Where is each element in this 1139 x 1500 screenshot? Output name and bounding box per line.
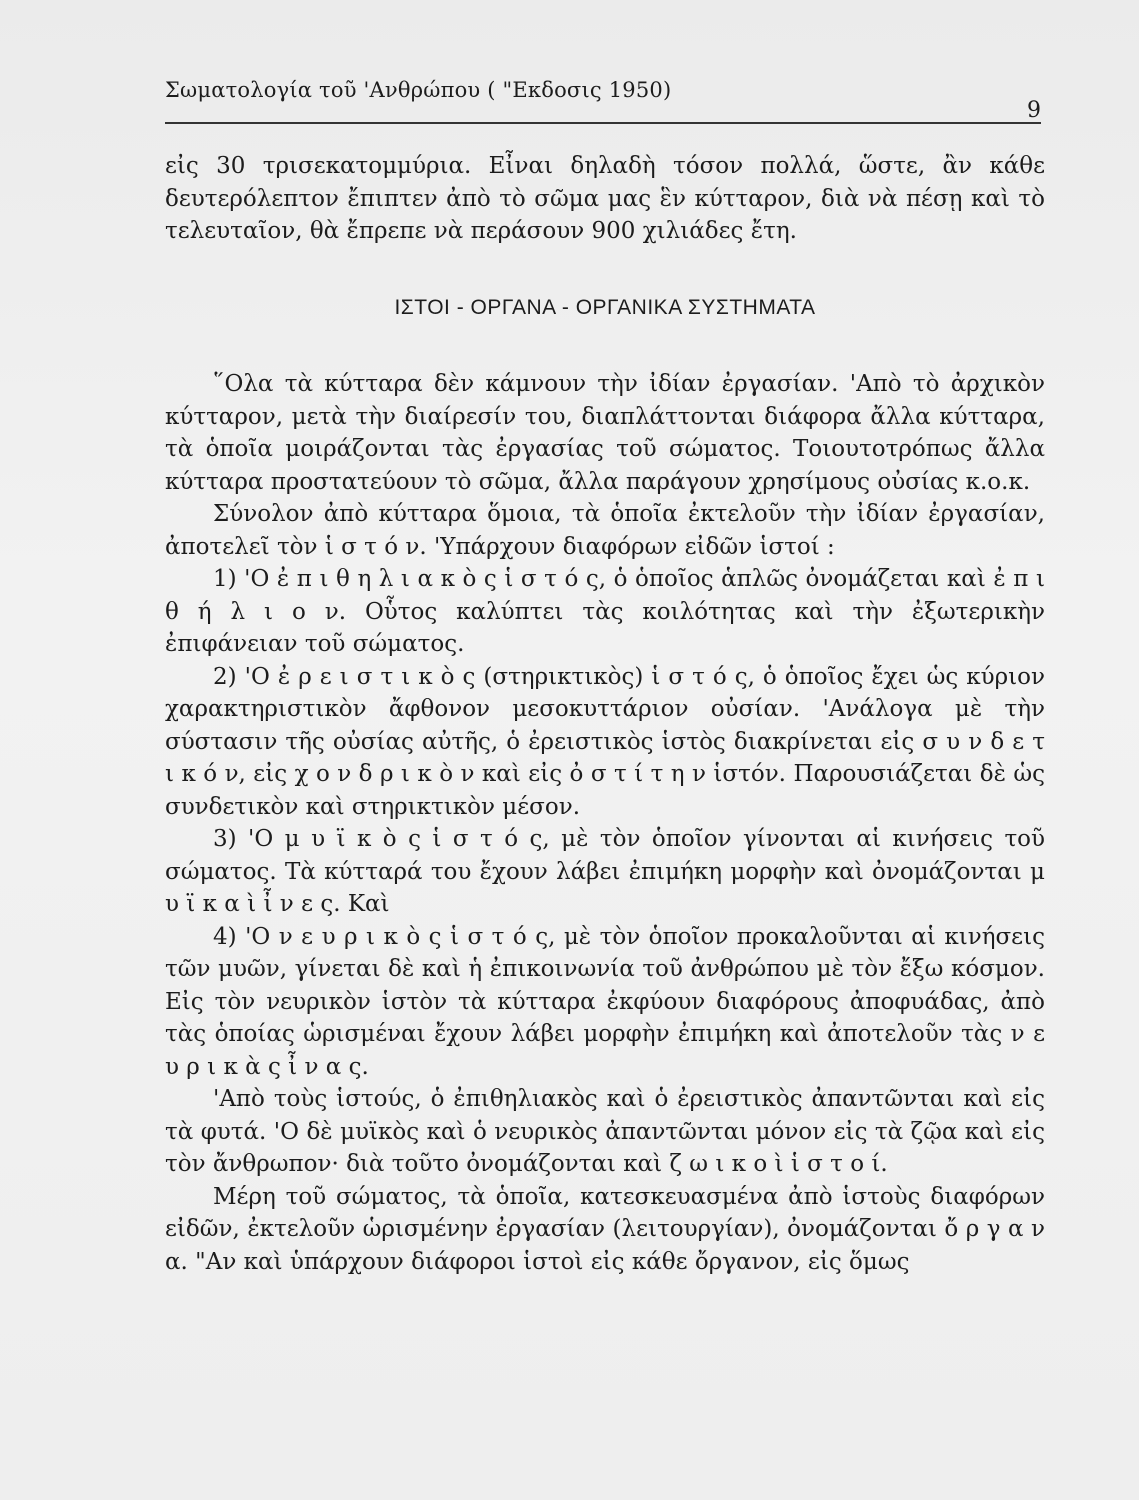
section-heading: ΙΣΤΟΙ - ΟΡΓΑΝΑ - ΟΡΓΑΝΙΚΑ ΣΥΣΤΗΜΑΤΑ <box>394 295 816 319</box>
list-item-muscular: 3) 'Ο μ υ ϊ κ ὸ ς ἱ σ τ ό ς, μὲ τὸν ὁποῖον γίνονται αἱ κινήσεις τοῦ σώματος. Τὰ κύτταρά του ἔχουν λάβει ἐπιμήκη μορφὴν καὶ ὀνομάζονται μ υ ϊ κ α ὶ ἶ ν ε ς. Καὶ <box>165 826 1045 917</box>
list-item-epithelial: 1) 'Ο ἐ π ι θ η λ ι α κ ὸ ς ἱ σ τ ό ς, ὁ ὁποῖος ἁπλῶς ὀνομάζεται καὶ ἐ π ι θ ή λ ι ο ν. Οὗτος καλύπτει τὰς κοιλότητας καὶ τὴν ἐξωτερικὴν ἐπιφάνειαν τοῦ σώματος. <box>165 566 1045 657</box>
header-rule <box>165 122 1041 124</box>
list-item-nervous: 4) 'Ο ν ε υ ρ ι κ ὸ ς ἱ σ τ ό ς, μὲ τὸν ὁποῖον προκαλοῦνται αἱ κινήσεις τῶν μυῶν, γίνεται δὲ καὶ ἡ ἐπικοινωνία τοῦ ἀνθρώπου μὲ τὸν ἔξω κόσμον. Εἰς τὸν νευρικὸν ἱστὸν τὰ κύτταρα ἐκφύουν διαφόρους ἀποφυάδας, ἀπὸ τὰς ὁποίας ὡρισμέναι ἔχουν λάβει μορφὴν ἐπιμήκη καὶ ἀποτελοῦν τὰς ν ε υ ρ ι κ ὰ ς ἶ ν α ς. <box>165 923 1045 1080</box>
page-header <box>165 72 1045 130</box>
paragraph: Σύνολον ἀπὸ κύτταρα ὅμοια, τὰ ὁποῖα ἐκτελοῦν τὴν ἰδίαν ἐργασίαν, ἀποτελεῖ τὸν ἱ σ τ ό ν. 'Υπάρχουν διαφόρων εἰδῶν ἱστοί : <box>165 501 1045 560</box>
paragraph: 'Απὸ τοὺς ἱστούς, ὁ ἐπιθηλιακὸς καὶ ὁ ἐρειστικὸς ἀπαντῶνται καὶ εἰς τὰ φυτά. 'Ο δὲ μυϊκὸς καὶ ὁ νευρικὸς ἀπαντῶνται μόνον εἰς τὰ ζῷα καὶ εἰς τὸν ἄνθρωπον· διὰ τοῦτο ὀνομάζονται καὶ ζ ω ι κ ο ὶ ἱ σ τ ο ί. <box>165 1086 1045 1177</box>
page-body <box>165 150 1045 1278</box>
page-number: 9 <box>1027 98 1041 123</box>
running-title: Σωματολογία τοῦ 'Ανθρώπου ( "Εκδοσις 1950) <box>165 78 672 102</box>
list-item-connective: 2) 'Ο ἐ ρ ε ι σ τ ι κ ὸ ς (στηρικτικὸς) ἱ σ τ ό ς, ὁ ὁποῖος ἔχει ὡς κύριον χαρακτηριστικὸν ἄφθονον μεσοκυττάριον οὐσίαν. 'Ανάλογα μὲ τὴν σύστασιν τῆς οὐσίας αὐτῆς, ὁ ἐρειστικὸς ἱστὸς διακρίνεται εἰς σ υ ν δ ε τ ι κ ό ν, εἰς χ ο ν δ ρ ι κ ὸ ν καὶ εἰς ὀ σ τ ί τ η ν ἱστόν. Παρουσιάζεται δὲ ὡς συνδετικὸν καὶ στηρικτικὸν μέσον. <box>165 663 1045 820</box>
paragraph: ῞Ολα τὰ κύτταρα δὲν κάμνουν τὴν ἰδίαν ἐργασίαν. 'Απὸ τὸ ἀρχικὸν κύτταρον, μετὰ τὴν διαίρεσίν του, διαπλάττονται διάφορα ἄλλα κύτταρα, τὰ ὁποῖα μοιράζονται τὰς ἐργασίας τοῦ σώματος. Τοιουτοτρόπως ἄλλα κύτταρα προστατεύουν τὸ σῶμα, ἄλλα παράγουν χρησίμους οὐσίας κ.ο.κ. <box>165 371 1045 495</box>
paragraph-continuation: εἰς 30 τρισεκατομμύρια. Εἶναι δηλαδὴ τόσον πολλά, ὥστε, ἂν κάθε δευτερόλεπτον ἔπιπτεν ἀπὸ τὸ σῶμα μας ἓν κύτταρον, διὰ νὰ πέσῃ καὶ τὸ τελευταῖον, θὰ ἔπρεπε νὰ περάσουν 900 χιλιάδες ἔτη. <box>165 153 1045 244</box>
paragraph: Μέρη τοῦ σώματος, τὰ ὁποῖα, κατεσκευασμένα ἀπὸ ἱστοὺς διαφόρων εἰδῶν, ἐκτελοῦν ὡρισμένην ἐργασίαν (λειτουργίαν), ὀνομάζονται ὄ ρ γ α ν α. "Αν καὶ ὑπάρχουν διάφοροι ἱστοὶ εἰς κάθε ὄργανον, εἰς ὅμως <box>165 1183 1045 1275</box>
